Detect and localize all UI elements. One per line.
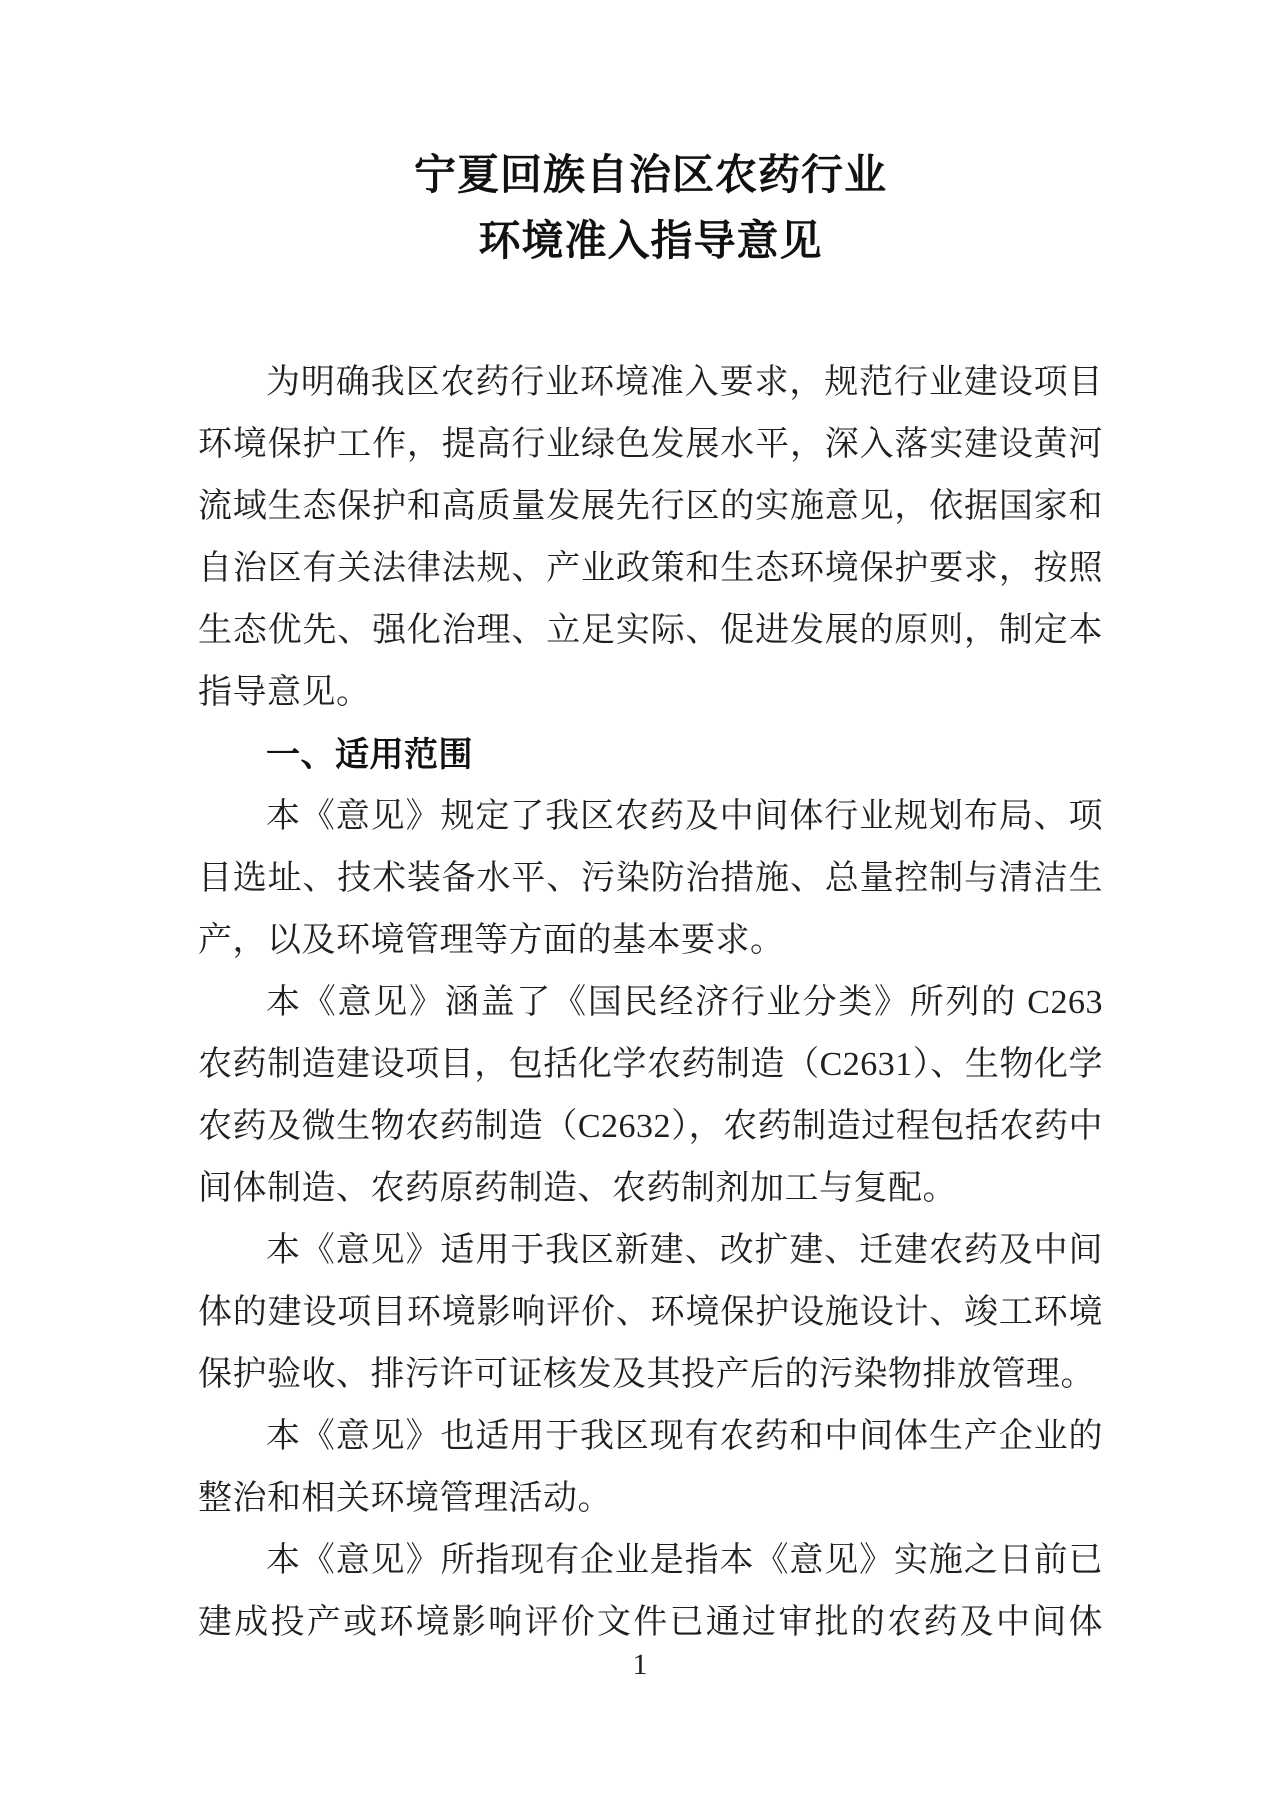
text-line: 环境保护工作，提高行业绿色发展水平，深入落实建设黄河 <box>198 426 1103 463</box>
text-line: 农药制造建设项目，包括化学农药制造（C2631）、生物化学 <box>198 1046 1103 1083</box>
text-line: 农药及微生物农药制造（C2632），农药制造过程包括农药中 <box>198 1108 1103 1145</box>
text-line: 为明确我区农药行业环境准入要求，规范行业建设项目 <box>266 364 1103 401</box>
page-number: 1 <box>632 1648 648 1681</box>
text-line: 间体制造、农药原药制造、农药制剂加工与复配。 <box>198 1170 957 1207</box>
document-title-line-1: 宁夏回族自治区农药行业 <box>413 151 887 198</box>
text-line: 本《意见》涵盖了《国民经济行业分类》所列的 C263 <box>266 984 1103 1021</box>
text-line: 本《意见》也适用于我区现有农药和中间体生产企业的 <box>266 1418 1103 1455</box>
document-content <box>198 0 1103 1654</box>
document-body <box>198 352 1103 1654</box>
text-line: 产，以及环境管理等方面的基本要求。 <box>198 922 785 959</box>
text-line: 保护验收、排污许可证核发及其投产后的污染物排放管理。 <box>198 1356 1095 1393</box>
document-title <box>198 0 1103 274</box>
text-line: 建成投产或环境影响评价文件已通过审批的农药及中间体 <box>198 1604 1103 1641</box>
section-heading: 一、适用范围 <box>266 736 473 774</box>
text-line: 本《意见》规定了我区农药及中间体行业规划布局、项 <box>266 798 1103 835</box>
text-line: 指导意见。 <box>198 674 371 711</box>
document-title-line-2: 环境准入指导意见 <box>478 217 823 264</box>
text-line: 目选址、技术装备水平、污染防治措施、总量控制与清洁生 <box>198 860 1103 897</box>
text-line: 自治区有关法律法规、产业政策和生态环境保护要求，按照 <box>198 550 1103 587</box>
text-line: 流域生态保护和高质量发展先行区的实施意见，依据国家和 <box>198 488 1103 525</box>
text-line: 本《意见》适用于我区新建、改扩建、迁建农药及中间 <box>266 1232 1103 1269</box>
text-line: 体的建设项目环境影响评价、环境保护设施设计、竣工环境 <box>198 1294 1103 1331</box>
page-footer <box>0 1645 1280 1685</box>
text-line: 整治和相关环境管理活动。 <box>198 1480 612 1517</box>
text-line: 生态优先、强化治理、立足实际、促进发展的原则，制定本 <box>198 612 1103 649</box>
text-line: 本《意见》所指现有企业是指本《意见》实施之日前已 <box>266 1542 1103 1579</box>
